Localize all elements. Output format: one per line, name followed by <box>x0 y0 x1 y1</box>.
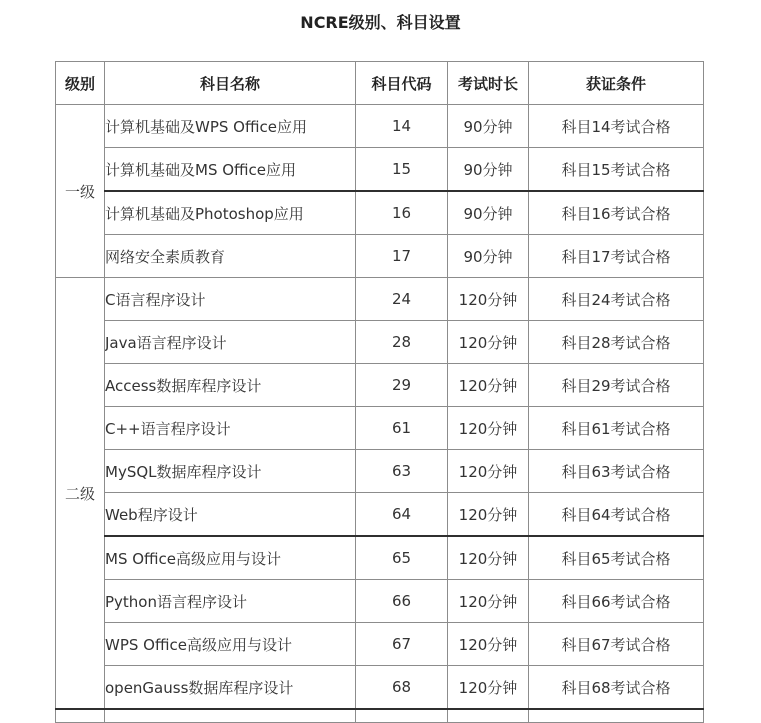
duration-cell: 90分钟 <box>448 191 529 235</box>
duration-cell: 120分钟 <box>448 321 529 364</box>
condition-cell: 科目64考试合格 <box>529 493 704 537</box>
table-row <box>56 321 704 364</box>
level-cell-2: 二级 <box>56 278 105 710</box>
condition-cell: 科目66考试合格 <box>529 580 704 623</box>
condition-cell: 科目65考试合格 <box>529 536 704 580</box>
duration-cell: 120分钟 <box>448 278 529 321</box>
table-row <box>56 148 704 192</box>
condition-cell: 科目63考试合格 <box>529 450 704 493</box>
subject-code-cell: 63 <box>356 450 448 493</box>
table-row <box>56 580 704 623</box>
subject-code-cell: 28 <box>356 321 448 364</box>
condition-cell: 科目67考试合格 <box>529 623 704 666</box>
subject-name-cell: 网络安全素质教育 <box>105 235 356 278</box>
subject-code-cell: 64 <box>356 493 448 537</box>
duration-cell: 120分钟 <box>448 623 529 666</box>
subject-code-cell: 17 <box>356 235 448 278</box>
condition-cell: 科目14考试合格 <box>529 105 704 148</box>
page-title: NCRE级别、科目设置 <box>300 13 461 32</box>
table-row <box>56 493 704 537</box>
condition-cell: 科目24考试合格 <box>529 278 704 321</box>
table-row <box>56 450 704 493</box>
table-row <box>56 235 704 278</box>
subject-code-cell: 14 <box>356 105 448 148</box>
header-duration: 考试时长 <box>448 62 529 105</box>
condition-cell <box>529 709 704 723</box>
duration-cell: 120分钟 <box>448 364 529 407</box>
condition-cell: 科目17考试合格 <box>529 235 704 278</box>
condition-cell: 科目16考试合格 <box>529 191 704 235</box>
subject-name-cell: C++语言程序设计 <box>105 407 356 450</box>
duration-cell <box>448 709 529 723</box>
duration-cell: 90分钟 <box>448 235 529 278</box>
condition-cell: 科目15考试合格 <box>529 148 704 192</box>
duration-cell: 120分钟 <box>448 536 529 580</box>
condition-cell: 科目61考试合格 <box>529 407 704 450</box>
subject-code-cell: 61 <box>356 407 448 450</box>
header-subject-code: 科目代码 <box>356 62 448 105</box>
subject-code-cell: 67 <box>356 623 448 666</box>
subject-code-cell: 65 <box>356 536 448 580</box>
table-row-partial <box>56 709 704 723</box>
condition-cell: 科目68考试合格 <box>529 666 704 710</box>
subject-name-cell: MySQL数据库程序设计 <box>105 450 356 493</box>
subject-code-cell: 29 <box>356 364 448 407</box>
subject-name-cell: Web程序设计 <box>105 493 356 537</box>
subject-name-cell: Python语言程序设计 <box>105 580 356 623</box>
duration-cell: 120分钟 <box>448 493 529 537</box>
subject-code-cell <box>356 709 448 723</box>
table-row <box>56 536 704 580</box>
subject-name-cell: Access数据库程序设计 <box>105 364 356 407</box>
duration-cell: 120分钟 <box>448 666 529 710</box>
subject-name-cell: Java语言程序设计 <box>105 321 356 364</box>
level-cell-1: 一级 <box>56 105 105 278</box>
ncre-subjects-table <box>55 61 704 723</box>
table-row <box>56 666 704 710</box>
subject-code-cell: 16 <box>356 191 448 235</box>
subject-code-cell: 68 <box>356 666 448 710</box>
subject-code-cell: 66 <box>356 580 448 623</box>
duration-cell: 120分钟 <box>448 407 529 450</box>
level-cell-3 <box>56 709 105 723</box>
duration-cell: 120分钟 <box>448 580 529 623</box>
duration-cell: 90分钟 <box>448 148 529 192</box>
condition-cell: 科目28考试合格 <box>529 321 704 364</box>
table-row <box>56 623 704 666</box>
subject-name-cell: 计算机基础及WPS Office应用 <box>105 105 356 148</box>
condition-cell: 科目29考试合格 <box>529 364 704 407</box>
subject-name-cell: WPS Office高级应用与设计 <box>105 623 356 666</box>
subject-name-cell: openGauss数据库程序设计 <box>105 666 356 710</box>
subject-name-cell: 计算机基础及MS Office应用 <box>105 148 356 192</box>
subject-name-cell: C语言程序设计 <box>105 278 356 321</box>
table-row <box>56 278 704 321</box>
subject-code-cell: 15 <box>356 148 448 192</box>
table-header-row <box>56 62 704 105</box>
subject-code-cell: 24 <box>356 278 448 321</box>
subject-name-cell: 计算机基础及Photoshop应用 <box>105 191 356 235</box>
header-condition: 获证条件 <box>529 62 704 105</box>
table-row <box>56 364 704 407</box>
header-subject-name: 科目名称 <box>105 62 356 105</box>
header-level: 级别 <box>56 62 105 105</box>
subject-name-cell: MS Office高级应用与设计 <box>105 536 356 580</box>
subject-name-cell <box>105 709 356 723</box>
duration-cell: 90分钟 <box>448 105 529 148</box>
duration-cell: 120分钟 <box>448 450 529 493</box>
table-row <box>56 407 704 450</box>
table-row <box>56 105 704 148</box>
table-row <box>56 191 704 235</box>
